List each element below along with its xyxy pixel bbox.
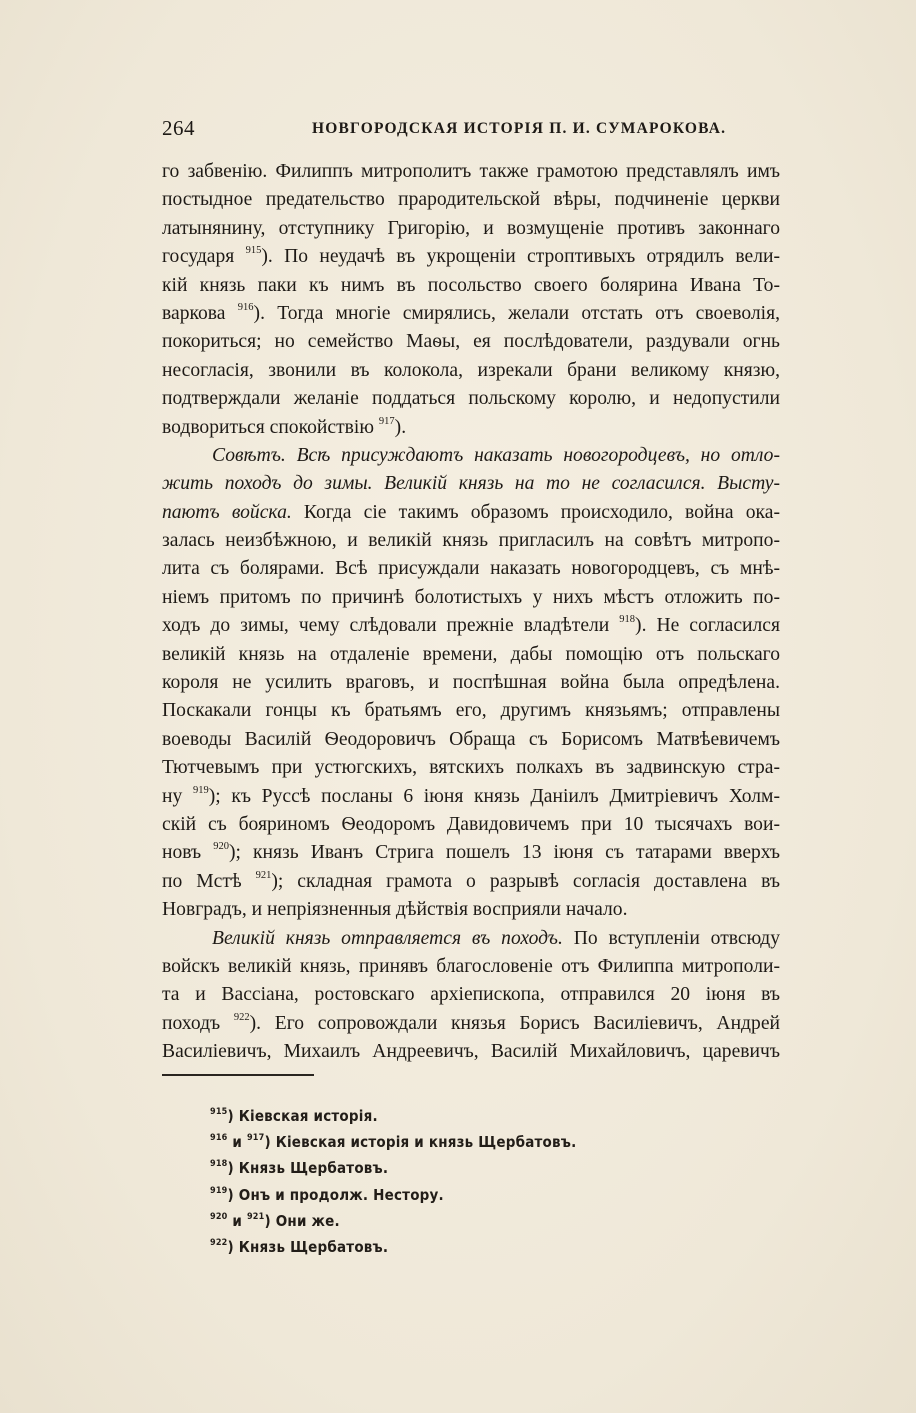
footnote-number: 915	[210, 1107, 228, 1117]
text-line: Василіевичъ, Михаилъ Андреевичъ, Василій Михайловичъ, царевичъ	[162, 1041, 780, 1063]
text-line: латынянину, отступнику Григорію, и возмущеніе противъ законнаго	[162, 217, 780, 239]
footnote: $^{915}$) Кіевская исторія.	[210, 1107, 378, 1125]
footnote-number: 922	[210, 1237, 228, 1248]
footnotes	[210, 1103, 770, 1260]
text-line: ніемъ притомъ по причинѣ болотистыхъ у нихъ мѣстъ отложить по-	[162, 586, 780, 608]
text-line: новъ $^{920}$); князь Иванъ Стрига пошелъ 13 іюня съ татарами вверхъ	[162, 841, 780, 864]
text-line: постыдное предательство прародительской вѣры, подчиненіе церкви	[162, 189, 780, 211]
text-line: войскъ великій князь, принявъ благословеніе отъ Филиппа митрополи-	[162, 955, 780, 977]
side-heading: Великій князь отправляется въ походъ.	[212, 927, 563, 949]
text-line: водвориться спокойствію $^{917}$).	[162, 415, 407, 438]
text-line: ходъ до зимы, чему слѣдовали прежніе владѣтели $^{918}$). Не согласился	[162, 614, 780, 637]
text-line: варкова $^{916}$). Тогда многіе смирялись, желали отстать отъ своеволія,	[162, 301, 780, 324]
text-line: воеводы Василій Ѳеодоровичъ Обраща съ Борисомъ Матвѣевичемъ	[162, 728, 780, 750]
text-line: подтверждали желаніе поддаться польскому королю, и недопустили	[162, 388, 780, 410]
text-line: Тютчевымъ при устюгскихъ, вятскихъ полкахъ въ задвинскую стра-	[162, 757, 780, 779]
text-line: государя $^{915}$). По неудачѣ въ укрощеніи строптивыхъ отрядилъ вели-	[162, 245, 780, 268]
text-line: Великій князь отправляется въ походъ. По вступленіи отвсюду	[212, 927, 780, 949]
text-line: короля не усилить враговъ, и поспѣшная война была опредѣлена.	[162, 672, 780, 694]
footnote-ref: 920	[213, 841, 229, 853]
footnote-ref: 922	[233, 1011, 250, 1023]
text-line: походъ $^{922}$). Его сопровождали князья Борисъ Василіевичъ, Андрей	[162, 1011, 780, 1034]
footnote-ref: 918	[619, 614, 636, 626]
text-line: скій съ бояриномъ Ѳеодоромъ Давидовичемъ при 10 тысячахъ вои-	[162, 813, 780, 835]
text-line: лита съ болярами. Всѣ присуждали наказать новогородцевъ, съ мнѣ-	[162, 558, 780, 580]
main-text	[162, 158, 780, 1067]
footnote-ref: 921	[255, 869, 272, 881]
text-line: несогласія, звонили въ колокола, изрекали брани великому князю,	[162, 359, 780, 381]
text-line: паютъ войска. Когда сіе такимъ образомъ происходило, война ока-	[162, 501, 780, 523]
footnote-ref: 917	[378, 415, 395, 427]
footnote-number: 917	[246, 1133, 265, 1144]
footnote: $^{920}$ и $^{921}$) Они же.	[210, 1211, 340, 1230]
footnote-number: 916	[210, 1133, 228, 1144]
footnote-ref: 919	[192, 784, 209, 796]
text-line: Поскакали гонцы къ братьямъ его, другимъ князьямъ; отправлены	[162, 700, 780, 722]
footnote: $^{922}$) Князь Щербатовъ.	[210, 1237, 389, 1256]
side-heading: Совѣтъ. Всѣ присуждаютъ наказать новогородцевъ, но отло-	[212, 444, 780, 466]
footnote-ref: 916	[237, 301, 254, 313]
footnote-ref: 915	[245, 245, 262, 257]
side-heading: паютъ войска.	[162, 501, 292, 523]
text-line: кій князь паки къ нимъ въ посольство своего болярина Ивана То-	[162, 274, 780, 296]
text-line: та и Вассіана, ростовскаго архіепископа, отправился 20 іюня въ	[162, 984, 780, 1006]
footnote: $^{919}$) Онъ и продолж. Нестору.	[210, 1185, 444, 1204]
footnote-number: 921	[246, 1211, 265, 1222]
text-line: ну $^{919}$); къ Руссѣ посланы 6 іюня князь Даніилъ Дмитріевичъ Холм-	[162, 784, 780, 807]
running-title: НОВГОРОДСКАЯ ИСТОРІЯ П. И. СУМАРОКОВА.	[312, 120, 727, 137]
text-line: великій князь на отдаленіе времени, дабы помощію отъ польскаго	[162, 643, 780, 665]
footnote-divider	[162, 1074, 314, 1076]
text-line: го забвенію. Филиппъ митрополитъ также грамотою представлялъ имъ	[162, 161, 780, 182]
page-number: 264	[162, 116, 195, 140]
footnote-number: 918	[210, 1159, 228, 1170]
text-line: покориться; но семейство Маѳы, ея послѣдователи, раздували огнь	[162, 331, 780, 353]
page-header	[162, 116, 780, 146]
footnote-number: 920	[210, 1211, 228, 1222]
text-line: по Мстѣ $^{921}$); складная грамота о разрывѣ согласія доставлена въ	[162, 869, 780, 892]
footnote: $^{916}$ и $^{917}$) Кіевская исторія и князь Щербатовъ.	[210, 1133, 577, 1152]
text-line: Новградъ, и непріязненныя дѣйствія восприяли начало.	[162, 899, 628, 921]
side-heading: жить походъ до зимы. Великій князь на то не согласился. Высту-	[162, 473, 780, 495]
footnote: $^{918}$) Князь Щербатовъ.	[210, 1159, 389, 1178]
footnote-number: 919	[210, 1185, 228, 1196]
text-line: залась неизбѣжною, и великій князь пригласилъ на совѣтъ митропо-	[162, 530, 780, 552]
